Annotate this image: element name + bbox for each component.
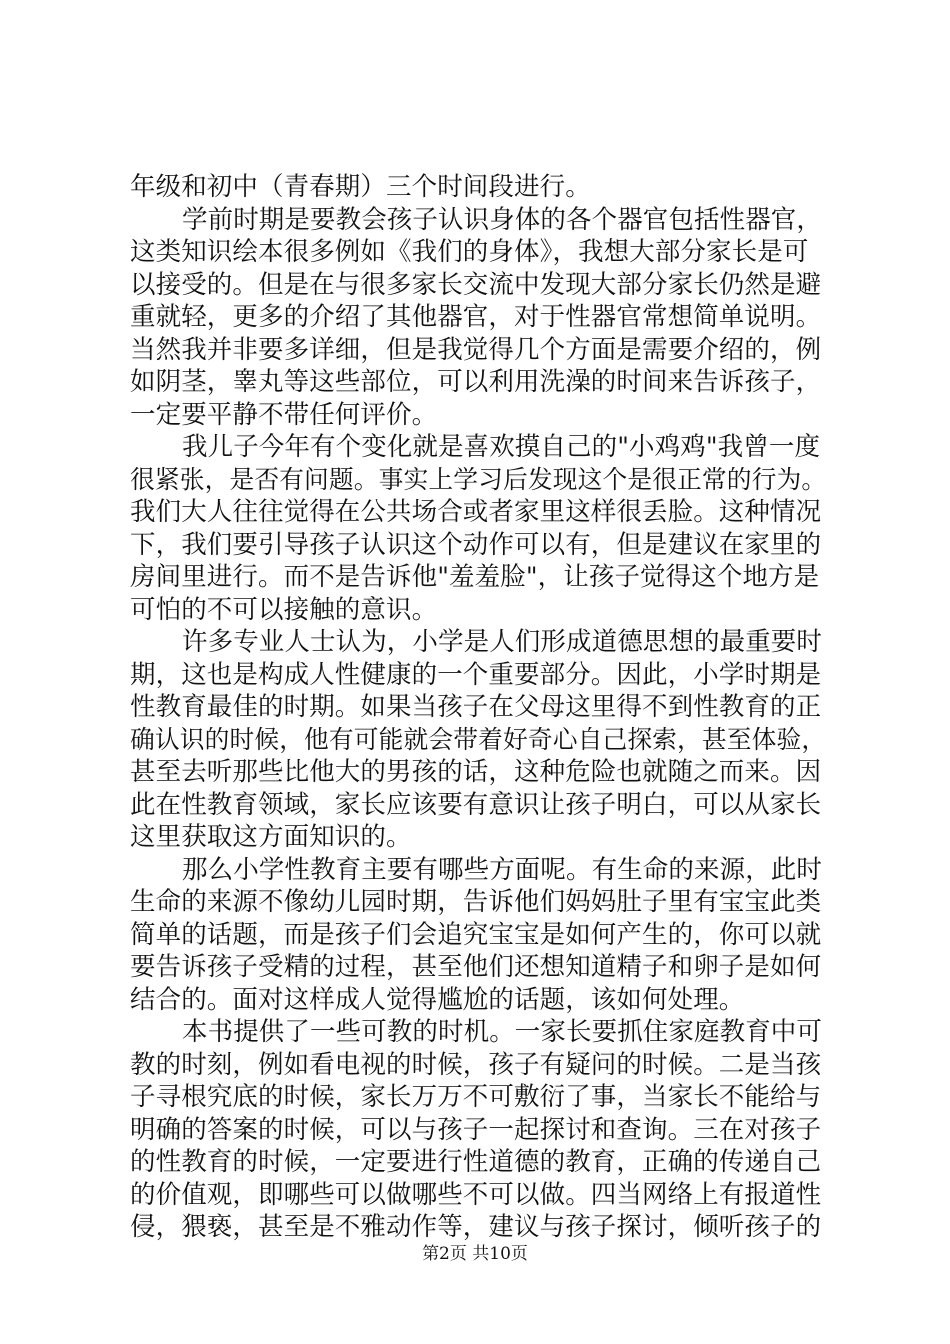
text-line: 确认识的时候，他有可能就会带着好奇心自己探索，甚至体验， bbox=[130, 724, 827, 754]
text-line: 简单的话题，而是孩子们会追究宝宝是如何产生的，你可以就 bbox=[130, 919, 822, 950]
text-line: 的价值观，即哪些可以做哪些不可以做。四当网络上有报道性 bbox=[130, 1179, 822, 1210]
page-footer: 第2页 共10页 bbox=[422, 1244, 528, 1264]
text-line: 结合的。面对这样成人觉得尴尬的话题，该如何处理。 bbox=[130, 984, 745, 1015]
text-line: 如阴茎，睾丸等这些部位，可以利用洗澡的时间来告诉孩子， bbox=[130, 367, 822, 397]
text-line: 子寻根究底的时候，家长万万不可敷衍了事，当家长不能给与 bbox=[130, 1082, 822, 1112]
text-line: 的性教育的时候，一定要进行性道德的教育，正确的传递自己 bbox=[130, 1147, 822, 1177]
text-line: 一定要平静不带任何评价。 bbox=[130, 399, 438, 430]
text-line: 我们大人往往觉得在公共场合或者家里这样很丢脸。这种情况 bbox=[130, 497, 822, 527]
text-line: 可怕的不可以接触的意识。 bbox=[130, 594, 438, 625]
text-line: 很紧张，是否有问题。事实上学习后发现这个是很正常的行为。 bbox=[130, 464, 827, 494]
text-line: 年级和初中（青春期）三个时间段进行。 bbox=[130, 172, 591, 202]
body-text bbox=[130, 171, 830, 1244]
text-line: 当然我并非要多详细，但是我觉得几个方面是需要介绍的，例 bbox=[130, 334, 822, 365]
text-line: 性教育最佳的时期。如果当孩子在父母这里得不到性教育的正 bbox=[130, 692, 822, 722]
text-line: 房间里进行。而不是告诉他"羞羞脸"，让孩子觉得这个地方是 bbox=[130, 562, 820, 592]
text-line: 这里获取这方面知识的。 bbox=[130, 822, 412, 852]
paragraph-first-line: 学前时期是要教会孩子认识身体的各个器官包括性器官， bbox=[182, 204, 823, 235]
text-line: 侵，猥亵，甚至是不雅动作等，建议与孩子探讨，倾听孩子的 bbox=[130, 1212, 822, 1242]
paragraph-first-line: 那么小学性教育主要有哪些方面呢。有生命的来源，此时 bbox=[182, 854, 823, 885]
text-line: 明确的答案的时候，可以与孩子一起探讨和查询。三在对孩子 bbox=[130, 1114, 822, 1145]
text-line: 生命的来源不像幼儿园时期，告诉他们妈妈肚子里有宝宝此类 bbox=[130, 887, 822, 917]
text-line: 重就轻，更多的介绍了其他器官，对于性器官常想简单说明。 bbox=[130, 302, 822, 332]
text-line: 以接受的。但是在与很多家长交流中发现大部分家长仍然是避 bbox=[130, 269, 822, 300]
text-line: 这类知识绘本很多例如《我们的身体》，我想大部分家长是可 bbox=[130, 237, 809, 267]
text-line: 下，我们要引导孩子认识这个动作可以有，但是建议在家里的 bbox=[130, 529, 822, 560]
text-line: 教的时刻，例如看电视的时候，孩子有疑问的时候。二是当孩 bbox=[130, 1049, 822, 1080]
paragraph-first-line: 许多专业人士认为，小学是人们形成道德思想的最重要时 bbox=[182, 627, 823, 657]
text-line: 甚至去听那些比他大的男孩的话，这种危险也就随之而来。因 bbox=[130, 757, 822, 787]
paragraph-first-line: 本书提供了一些可教的时机。一家长要抓住家庭教育中可 bbox=[182, 1017, 823, 1047]
text-line: 此在性教育领域，家长应该要有意识让孩子明白，可以从家长 bbox=[130, 789, 822, 820]
text-line: 要告诉孩子受精的过程，甚至他们还想知道精子和卵子是如何 bbox=[130, 952, 822, 982]
paragraph-first-line: 我儿子今年有个变化就是喜欢摸自己的"小鸡鸡"我曾一度 bbox=[182, 432, 821, 462]
text-line: 期，这也是构成人性健康的一个重要部分。因此，小学时期是 bbox=[130, 659, 822, 690]
